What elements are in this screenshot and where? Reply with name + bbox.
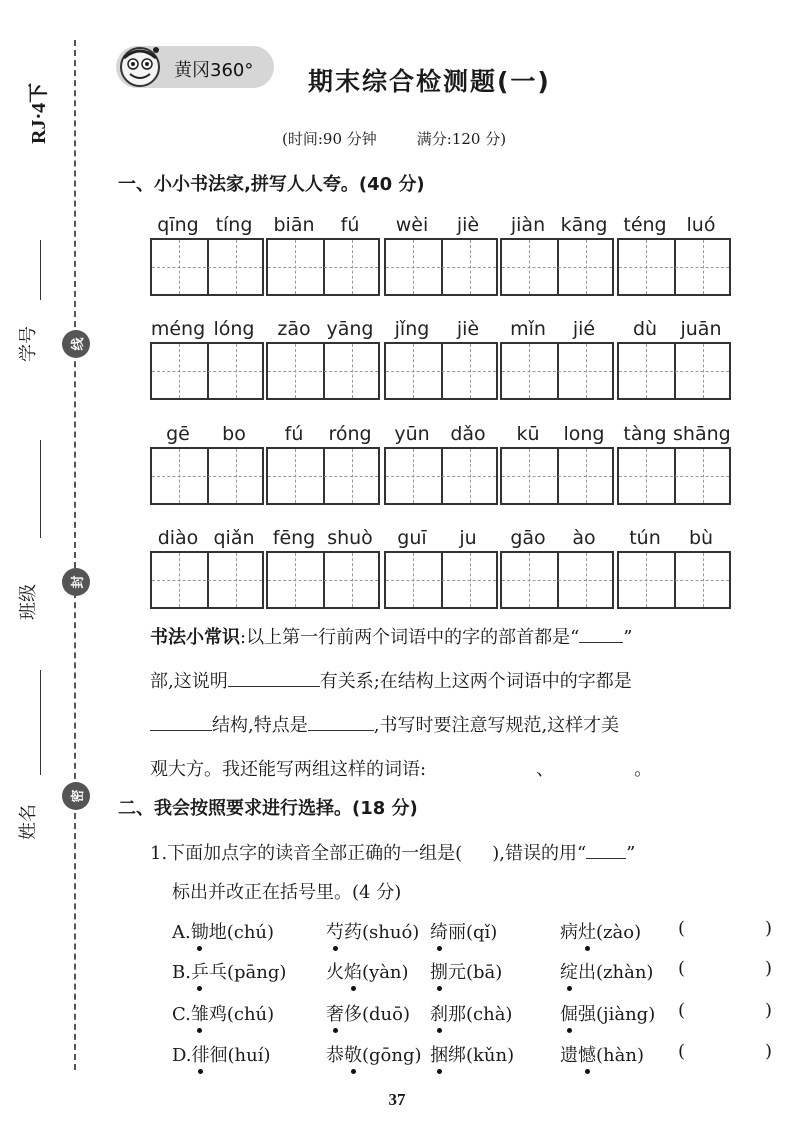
writing-box[interactable] [617, 551, 731, 609]
grid-guide-line [586, 240, 587, 294]
pinyin-label: bù [688, 527, 714, 549]
student-number-label: 学号 [18, 326, 39, 362]
knowledge-sep: 、 [536, 759, 555, 780]
grid-guide-line [413, 344, 414, 398]
pinyin-label: qiǎn [213, 527, 255, 549]
grid-guide-line [352, 449, 353, 503]
pinyin-label: ju [459, 527, 477, 549]
writing-box[interactable] [150, 342, 264, 400]
option-word-text: 绑(kǔn) [448, 1045, 515, 1066]
dotted-character: 雏 [190, 1004, 209, 1025]
option-word-text: 地(chú) [208, 922, 275, 943]
option-word [172, 1041, 271, 1067]
grid-guide-line [152, 476, 262, 477]
dotted-character: 憾 [578, 1045, 596, 1066]
grid-guide-line [352, 553, 353, 607]
writing-box[interactable] [617, 342, 731, 400]
pinyin-label: dù [632, 318, 658, 340]
dotted-character: 捌 [430, 962, 448, 983]
option-word [326, 918, 419, 944]
dotted-character: 乒 [190, 962, 209, 983]
class-field[interactable] [14, 540, 54, 680]
pinyin-label: tíng [215, 214, 253, 236]
writing-box[interactable] [500, 551, 614, 609]
pinyin-label: kāng [560, 214, 608, 236]
option-word [326, 1041, 422, 1067]
grid-guide-line [470, 240, 471, 294]
grid-guide-line [502, 267, 612, 268]
pinyin-label: jǐng [394, 318, 430, 340]
question-1-line-2: 标出并改正在括号里。(4 分) [172, 882, 402, 903]
pinyin-label: yūn [394, 423, 430, 445]
series-code [16, 58, 56, 148]
correction-paren-close: ) [764, 1041, 772, 1062]
option-word-text: 强(jiàng) [578, 1004, 656, 1025]
dotted-character: 捆 [430, 1045, 448, 1066]
name-label: 姓名 [18, 804, 39, 840]
grid-guide-line [152, 371, 262, 372]
correction-paren-close: ) [764, 918, 772, 939]
option-word-text: 遗 [560, 1045, 578, 1066]
radical-blank[interactable] [579, 621, 623, 643]
pinyin-label: róng [328, 423, 372, 445]
writing-box[interactable] [266, 447, 380, 505]
option-word [172, 1000, 274, 1026]
section-2-heading: 二、我会按照要求进行选择。(18 分) [118, 798, 418, 819]
option-word-text: C. [172, 1004, 191, 1025]
knowledge-close-quote: ” [623, 627, 633, 648]
option-word-text: 那(chà) [448, 1004, 513, 1025]
option-word [560, 1041, 644, 1067]
pinyin-label: jié [572, 318, 596, 340]
correction-paren-open[interactable]: ( [678, 958, 686, 979]
option-row [172, 1000, 772, 1030]
option-word-text: 侈(duō) [344, 1004, 410, 1025]
option-word-text: 鸡(chú) [208, 1004, 275, 1025]
pinyin-label: wèi [395, 214, 429, 236]
option-word-text: 恭 [326, 1045, 344, 1066]
grid-guide-line [152, 580, 262, 581]
seal-line: 线 [62, 330, 90, 358]
grid-guide-line [179, 344, 180, 398]
writing-box[interactable] [500, 238, 614, 296]
option-word-text: (hàn) [596, 1045, 644, 1066]
brand-badge-text: 黄冈360° [174, 60, 254, 81]
grid-guide-line [502, 371, 612, 372]
mark-blank[interactable] [586, 837, 626, 859]
grid-guide-line [646, 449, 647, 503]
grid-guide-line [703, 240, 704, 294]
grid-guide-line [470, 553, 471, 607]
grid-guide-line [268, 476, 378, 477]
option-word [172, 958, 286, 984]
grid-guide-line [413, 553, 414, 607]
option-row [172, 958, 772, 988]
knowledge-line-4 [150, 748, 770, 792]
correction-paren-open[interactable]: ( [678, 1041, 686, 1062]
grid-guide-line [646, 553, 647, 607]
grid-guide-line [386, 371, 496, 372]
section-1-heading: 一、小小书法家,拼写人人夸。(40 分) [118, 174, 425, 195]
meaning-blank[interactable] [228, 665, 320, 687]
grid-guide-line [413, 240, 414, 294]
pinyin-label: tún [629, 527, 661, 549]
pinyin-label: mǐn [510, 318, 546, 340]
correction-paren-open[interactable]: ( [678, 918, 686, 939]
grid-guide-line [352, 240, 353, 294]
grid-guide-line [152, 267, 262, 268]
pinyin-label: yāng [326, 318, 374, 340]
option-word-text: 火 [326, 962, 344, 983]
exam-title: 期末综合检测题(一) [308, 67, 551, 96]
grid-guide-line [386, 476, 496, 477]
seal-secret: 密 [62, 782, 90, 810]
grid-guide-line [470, 449, 471, 503]
pinyin-label: méng [150, 318, 206, 340]
grid-guide-line [295, 553, 296, 607]
grid-guide-line [529, 449, 530, 503]
option-word-text: D. [172, 1045, 192, 1066]
option-word [560, 1000, 655, 1026]
pinyin-label: biān [273, 214, 315, 236]
question-1-text-a: 1.下面加点字的读音全部正确的一组是( [150, 843, 463, 864]
grid-guide-line [179, 449, 180, 503]
dotted-character: 敬 [344, 1045, 362, 1066]
grid-guide-line [236, 240, 237, 294]
brand-badge [116, 46, 274, 88]
knowledge-line-2 [150, 660, 770, 704]
option-row [172, 1041, 772, 1071]
grid-guide-line [386, 580, 496, 581]
writing-box[interactable] [617, 238, 731, 296]
name-rule[interactable] [40, 670, 41, 775]
grid-guide-line [352, 344, 353, 398]
question-1-line-1 [150, 837, 635, 865]
option-word-text: A. [172, 922, 191, 943]
option-word [430, 958, 502, 984]
pinyin-label: fēng [272, 527, 316, 549]
grid-guide-line [619, 580, 729, 581]
correction-paren-open[interactable]: ( [678, 1000, 686, 1021]
pinyin-label: fú [284, 423, 304, 445]
grid-guide-line [268, 267, 378, 268]
pinyin-label: ào [572, 527, 596, 549]
correction-paren-close: ) [764, 958, 772, 979]
writing-box[interactable] [150, 551, 264, 609]
dotted-character: 绽 [560, 962, 578, 983]
option-word-text: 病 [560, 922, 578, 943]
knowledge-text-4a: 观大方。我还能写两组这样的词语: [150, 759, 427, 780]
writing-box[interactable] [150, 447, 264, 505]
grid-guide-line [586, 553, 587, 607]
knowledge-label: 书法小常识 [150, 627, 240, 648]
dotted-character: 焰 [344, 962, 362, 983]
option-word [560, 958, 653, 984]
pinyin-label: gāo [510, 527, 546, 549]
knowledge-text-2a: 部,这说明 [150, 671, 228, 692]
writing-box[interactable] [384, 238, 498, 296]
option-word [430, 1000, 512, 1026]
option-word [172, 918, 274, 944]
knowledge-line-3 [150, 704, 770, 748]
knowledge-text-3b: ,书写时要注意写规范,这样才美 [373, 715, 620, 736]
pinyin-label: qīng [157, 214, 199, 236]
mascot-logo-icon [118, 44, 162, 88]
pinyin-label: luó [686, 214, 716, 236]
option-row [172, 918, 772, 948]
writing-box[interactable] [266, 342, 380, 400]
grid-guide-line [386, 267, 496, 268]
grid-guide-line [413, 449, 414, 503]
pinyin-label: zāo [277, 318, 311, 340]
option-word [430, 918, 497, 944]
grid-guide-line [646, 344, 647, 398]
option-word [326, 958, 409, 984]
binding-dashed-line [74, 40, 76, 1070]
grid-guide-line [236, 553, 237, 607]
knowledge-text-2b: 有关系;在结构上这两个词语中的字都是 [319, 671, 632, 692]
exam-time: (时间:90 分钟 [282, 130, 377, 148]
writing-box[interactable] [617, 447, 731, 505]
grid-guide-line [703, 553, 704, 607]
pinyin-label: shāng [673, 423, 731, 445]
name-field[interactable] [14, 780, 54, 920]
pinyin-label: gē [166, 423, 190, 445]
dotted-character: 刹 [430, 1004, 448, 1025]
dotted-character: 倔 [560, 1004, 578, 1025]
dotted-character: 徘 [191, 1045, 210, 1066]
grid-guide-line [703, 344, 704, 398]
pinyin-label: long [563, 423, 605, 445]
grid-guide-line [586, 344, 587, 398]
grid-guide-line [268, 580, 378, 581]
grid-guide-line [529, 240, 530, 294]
exam-info [282, 128, 506, 149]
seal-seal: 封 [62, 568, 90, 596]
writing-box[interactable] [266, 238, 380, 296]
grid-guide-line [619, 476, 729, 477]
structure-blank[interactable] [150, 709, 212, 731]
option-word-text: 出(zhàn) [578, 962, 654, 983]
question-1-text-c: ” [626, 843, 636, 864]
writing-box[interactable] [500, 447, 614, 505]
pinyin-label: kū [516, 423, 540, 445]
writing-box[interactable] [384, 342, 498, 400]
dotted-character: 锄 [190, 922, 209, 943]
knowledge-end: 。 [634, 759, 653, 780]
option-word-text: 徊(huí) [209, 1045, 271, 1066]
option-word-text: 丽(qǐ) [448, 922, 498, 943]
option-word [430, 1041, 514, 1067]
pinyin-label: jiè [456, 214, 480, 236]
class-label: 班级 [18, 584, 39, 620]
grid-guide-line [236, 344, 237, 398]
grid-guide-line [619, 267, 729, 268]
writing-box[interactable] [150, 238, 264, 296]
option-word-text: 乓(pāng) [208, 962, 287, 983]
writing-box[interactable] [500, 342, 614, 400]
pinyin-label: bo [222, 423, 246, 445]
option-word [560, 918, 641, 944]
pinyin-label: fú [340, 214, 360, 236]
grid-guide-line [179, 240, 180, 294]
pinyin-label: juān [680, 318, 722, 340]
writing-box[interactable] [266, 551, 380, 609]
grid-guide-line [295, 449, 296, 503]
student-number-rule[interactable] [40, 240, 41, 300]
student-number-field[interactable] [14, 300, 54, 440]
dotted-character: 灶 [578, 922, 596, 943]
question-1-text-b: ),错误的用“ [492, 843, 587, 864]
option-word-text: (zào) [596, 922, 642, 943]
writing-box[interactable] [384, 447, 498, 505]
grid-guide-line [529, 553, 530, 607]
knowledge-text-3a: 结构,特点是 [212, 715, 308, 736]
grid-guide-line [268, 371, 378, 372]
feature-blank[interactable] [308, 709, 374, 731]
dotted-character: 绮 [430, 922, 448, 943]
pinyin-label: jiè [456, 318, 480, 340]
pinyin-label: tàng [623, 423, 667, 445]
exam-score: 满分:120 分) [416, 130, 507, 148]
page-number: 37 [388, 1090, 406, 1109]
pinyin-label: guī [397, 527, 427, 549]
knowledge-text-1: :以上第一行前两个词语中的字的部首都是“ [240, 627, 580, 648]
dotted-character: 奢 [326, 1004, 344, 1025]
correction-paren-close: ) [764, 1000, 772, 1021]
option-word [326, 1000, 410, 1026]
dotted-character: 芍 [326, 922, 344, 943]
option-word-text: 药(shuó) [344, 922, 420, 943]
grid-guide-line [619, 371, 729, 372]
grid-guide-line [295, 240, 296, 294]
knowledge-line-1 [150, 616, 770, 660]
grid-guide-line [703, 449, 704, 503]
option-word-text: (gōng) [362, 1045, 422, 1066]
grid-guide-line [470, 344, 471, 398]
grid-guide-line [295, 344, 296, 398]
grid-guide-line [529, 344, 530, 398]
pinyin-label: jiàn [510, 214, 546, 236]
option-word-text: 元(bā) [448, 962, 503, 983]
pinyin-label: dǎo [450, 423, 486, 445]
pinyin-label: diào [157, 527, 199, 549]
grid-guide-line [646, 240, 647, 294]
series-code-text: RJ·4下 [28, 82, 50, 144]
grid-guide-line [236, 449, 237, 503]
grid-guide-line [179, 553, 180, 607]
grid-guide-line [586, 449, 587, 503]
pinyin-label: téng [623, 214, 667, 236]
pinyin-label: shuò [327, 527, 373, 549]
class-rule[interactable] [40, 440, 41, 538]
pinyin-label: lóng [213, 318, 255, 340]
option-word-text: B. [172, 962, 191, 983]
writing-box[interactable] [384, 551, 498, 609]
grid-guide-line [502, 580, 612, 581]
option-word-text: (yàn) [362, 962, 409, 983]
grid-guide-line [502, 476, 612, 477]
